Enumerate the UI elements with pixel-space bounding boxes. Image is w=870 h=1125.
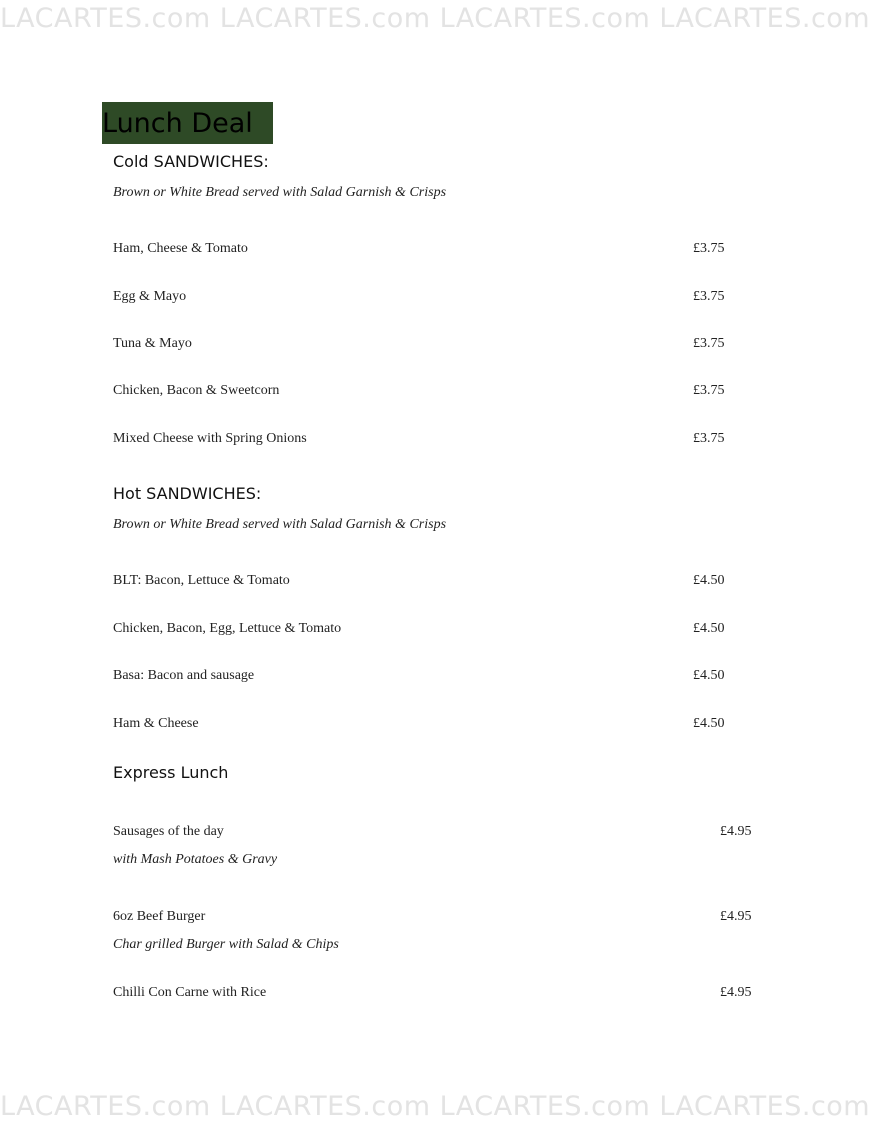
menu-item-cold-3 [113, 336, 753, 356]
item-price: £4.50 [693, 668, 725, 683]
menu-item-hot-1 [113, 573, 753, 593]
item-price: £4.50 [693, 573, 725, 588]
menu-item-express-2 [113, 909, 753, 959]
watermark-bottom: LACARTES.com LACARTES.com LACARTES.com LACARTES.com [0, 1091, 870, 1122]
item-name: Ham, Cheese & Tomato [113, 241, 248, 256]
item-price: £4.95 [720, 824, 752, 839]
item-name: Ham & Cheese [113, 716, 199, 731]
cold-sandwiches-subtitle: Brown or White Bread served with Salad Garnish & Crisps [113, 185, 447, 200]
menu-item-cold-2 [113, 289, 753, 309]
item-name: Chicken, Bacon, Egg, Lettuce & Tomato [113, 621, 342, 636]
page-title: Lunch Deal [102, 102, 273, 144]
item-description: with Mash Potatoes & Gravy [113, 852, 278, 867]
menu-item-cold-4 [113, 383, 753, 403]
item-name: Egg & Mayo [113, 289, 187, 304]
express-lunch-heading: Express Lunch [113, 763, 229, 782]
item-name: Chilli Con Carne with Rice [113, 985, 267, 1000]
hot-sandwiches-subtitle: Brown or White Bread served with Salad Garnish & Crisps [113, 517, 447, 532]
item-price: £4.95 [720, 909, 752, 924]
menu-item-hot-4 [113, 716, 753, 736]
cold-sandwiches-heading: Cold SANDWICHES: [113, 152, 269, 171]
item-price: £3.75 [693, 289, 725, 304]
item-name: Tuna & Mayo [113, 336, 192, 351]
item-price: £3.75 [693, 383, 725, 398]
item-price: £3.75 [693, 431, 725, 446]
item-price: £3.75 [693, 241, 725, 256]
item-name: Basa: Bacon and sausage [113, 668, 255, 683]
item-name: 6oz Beef Burger [113, 909, 206, 924]
menu-item-cold-1 [113, 241, 753, 261]
item-price: £4.50 [693, 716, 725, 731]
item-name: BLT: Bacon, Lettuce & Tomato [113, 573, 290, 588]
item-description: Char grilled Burger with Salad & Chips [113, 937, 339, 952]
item-price: £3.75 [693, 336, 725, 351]
item-name: Chicken, Bacon & Sweetcorn [113, 383, 280, 398]
menu-item-hot-3 [113, 668, 753, 688]
item-name: Mixed Cheese with Spring Onions [113, 431, 307, 446]
item-price: £4.95 [720, 985, 752, 1000]
menu-item-express-3 [113, 985, 753, 1005]
menu-item-hot-2 [113, 621, 753, 641]
hot-sandwiches-heading: Hot SANDWICHES: [113, 484, 262, 503]
watermark-top: LACARTES.com LACARTES.com LACARTES.com LACARTES.com [0, 3, 870, 34]
item-price: £4.50 [693, 621, 725, 636]
item-name: Sausages of the day [113, 824, 224, 839]
menu-item-cold-5 [113, 431, 753, 451]
menu-item-express-1 [113, 824, 753, 874]
